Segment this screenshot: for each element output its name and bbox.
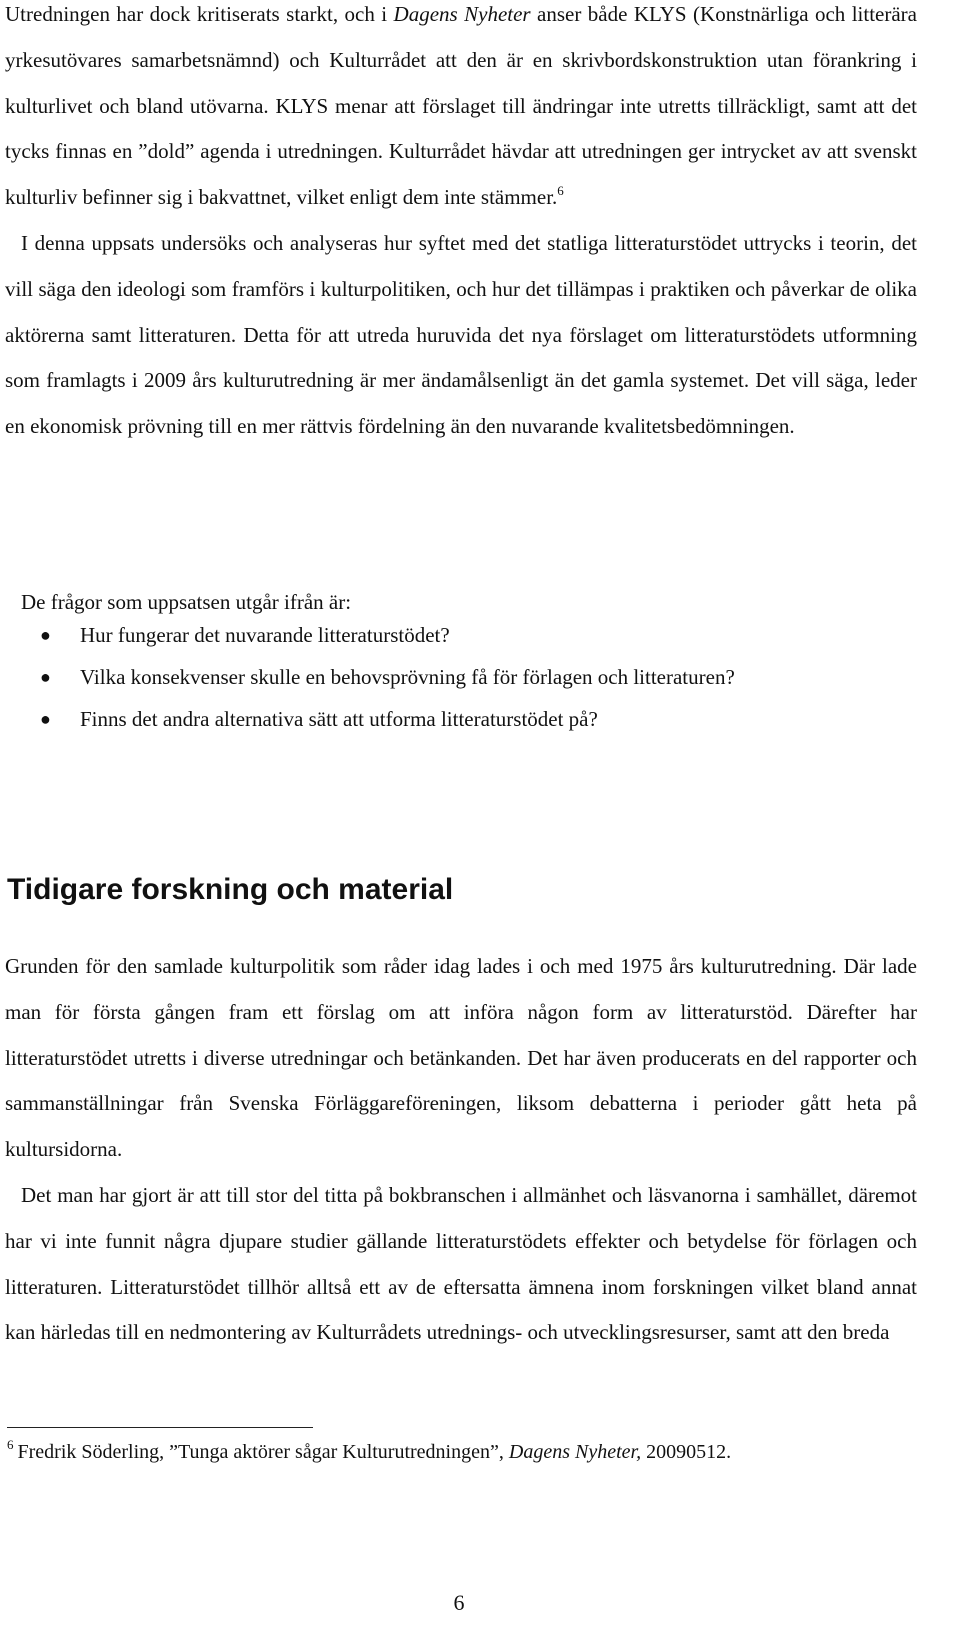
section-paragraph-block xyxy=(5,944,917,1356)
section-heading: Tidigare forskning och material xyxy=(7,873,454,906)
footnote-divider xyxy=(7,1427,313,1428)
questions-lead: De frågor som uppsatsen utgår ifrån är: xyxy=(21,590,352,614)
newspaper-title: Dagens Nyheter xyxy=(393,2,531,26)
paragraph-background: Grunden för den samlade kulturpolitik som råder idag lades i och med 1975 års kulturutredning. Där lade man för första gången fram ett förslag om att införa någon form av litteraturstöd. Därefter har litteraturstödet utretts i diverse utredningar och betänkanden. Det har även producerats en del rapporter och sammanställningar från Svenska Förläggareföreningen, liksom debatterna i perioder gått heta på kultursidorna. xyxy=(5,954,917,1162)
question-text: Vilka konsekvenser skulle en behovsprövning få för förlagen och litteraturen? xyxy=(80,665,735,689)
paragraph-purpose: I denna uppsats undersöks och analyseras hur syftet med det statliga litteraturstödet uttrycks i teorin, det vill säga den ideologi som framförs i kulturpolitiken, och hur det tillämpas i praktiken och påverkar de olika aktörerna samt litteraturen. Detta för att utreda huruvida det nya förslaget om litteraturstödets utformning som framlagts i 2009 års kulturutredning är mer ändamålsenligt än det gamla systemet. Det vill säga, leder en ekonomisk prövning till en mer rättvis fördelning än den nuvarande kvalitetsbedömningen. xyxy=(5,230,917,439)
footnote-reference[interactable]: 6 xyxy=(557,183,564,199)
footnote-text: Fredrik Söderling, ”Tunga aktörer sågar Kulturutredningen”, xyxy=(17,1441,509,1463)
page-number: 6 xyxy=(453,1590,465,1615)
paragraph-klys-critique xyxy=(5,0,917,221)
footnote-date: 20090512. xyxy=(641,1441,732,1463)
paragraph-research-gap: Det man har gjort är att till stor del titta på bokbranschen i allmänhet och läsvanorna i samhället, däremot har vi inte funnit några djupare studier gällande litteraturstödets effekter och betydelse för förlagen och litteraturen. Litteraturstödet tillhör alltså ett av de eftersatta ämnena inom forskningen vilket bland annat kan härledas till en nedmontering av Kulturrådets utrednings- och utvecklingsresurser, samt att den breda xyxy=(5,1182,917,1345)
paragraph-text: Utredningen har dock kritiserats starkt, och i xyxy=(5,2,394,26)
list-item xyxy=(40,614,920,656)
paragraph-text: anser både KLYS (Konstnärliga och litterära yrkesutövares samarbetsnämnd) och Kulturrådet att den är en skrivbordskonstruktion utan förankring i kulturlivet och bland utövarna. KLYS menar att förslaget till ändringar inte utretts tillräckligt, samt att det tycks finnas en ”dold” agenda i utredningen. Kulturrådet hävdar att utredningen ger intrycket av att svenskt kulturliv befinner sig i bakvattnet, vilket enligt dem inte stämmer. xyxy=(5,2,917,210)
footnote-number: 6 xyxy=(7,1437,14,1452)
bullet-icon: ● xyxy=(40,625,51,645)
list-item xyxy=(40,656,920,698)
intro-paragraph-block xyxy=(5,0,917,450)
bullet-icon: ● xyxy=(40,667,51,687)
question-text: Finns det andra alternativa sätt att utforma litteraturstödet på? xyxy=(80,707,598,731)
list-item xyxy=(40,698,920,740)
question-text: Hur fungerar det nuvarande litteraturstödet? xyxy=(80,623,450,647)
footnote xyxy=(7,1437,919,1467)
footnote-source-title: Dagens Nyheter, xyxy=(508,1441,642,1463)
research-questions-list xyxy=(40,614,920,740)
bullet-icon: ● xyxy=(40,709,51,729)
